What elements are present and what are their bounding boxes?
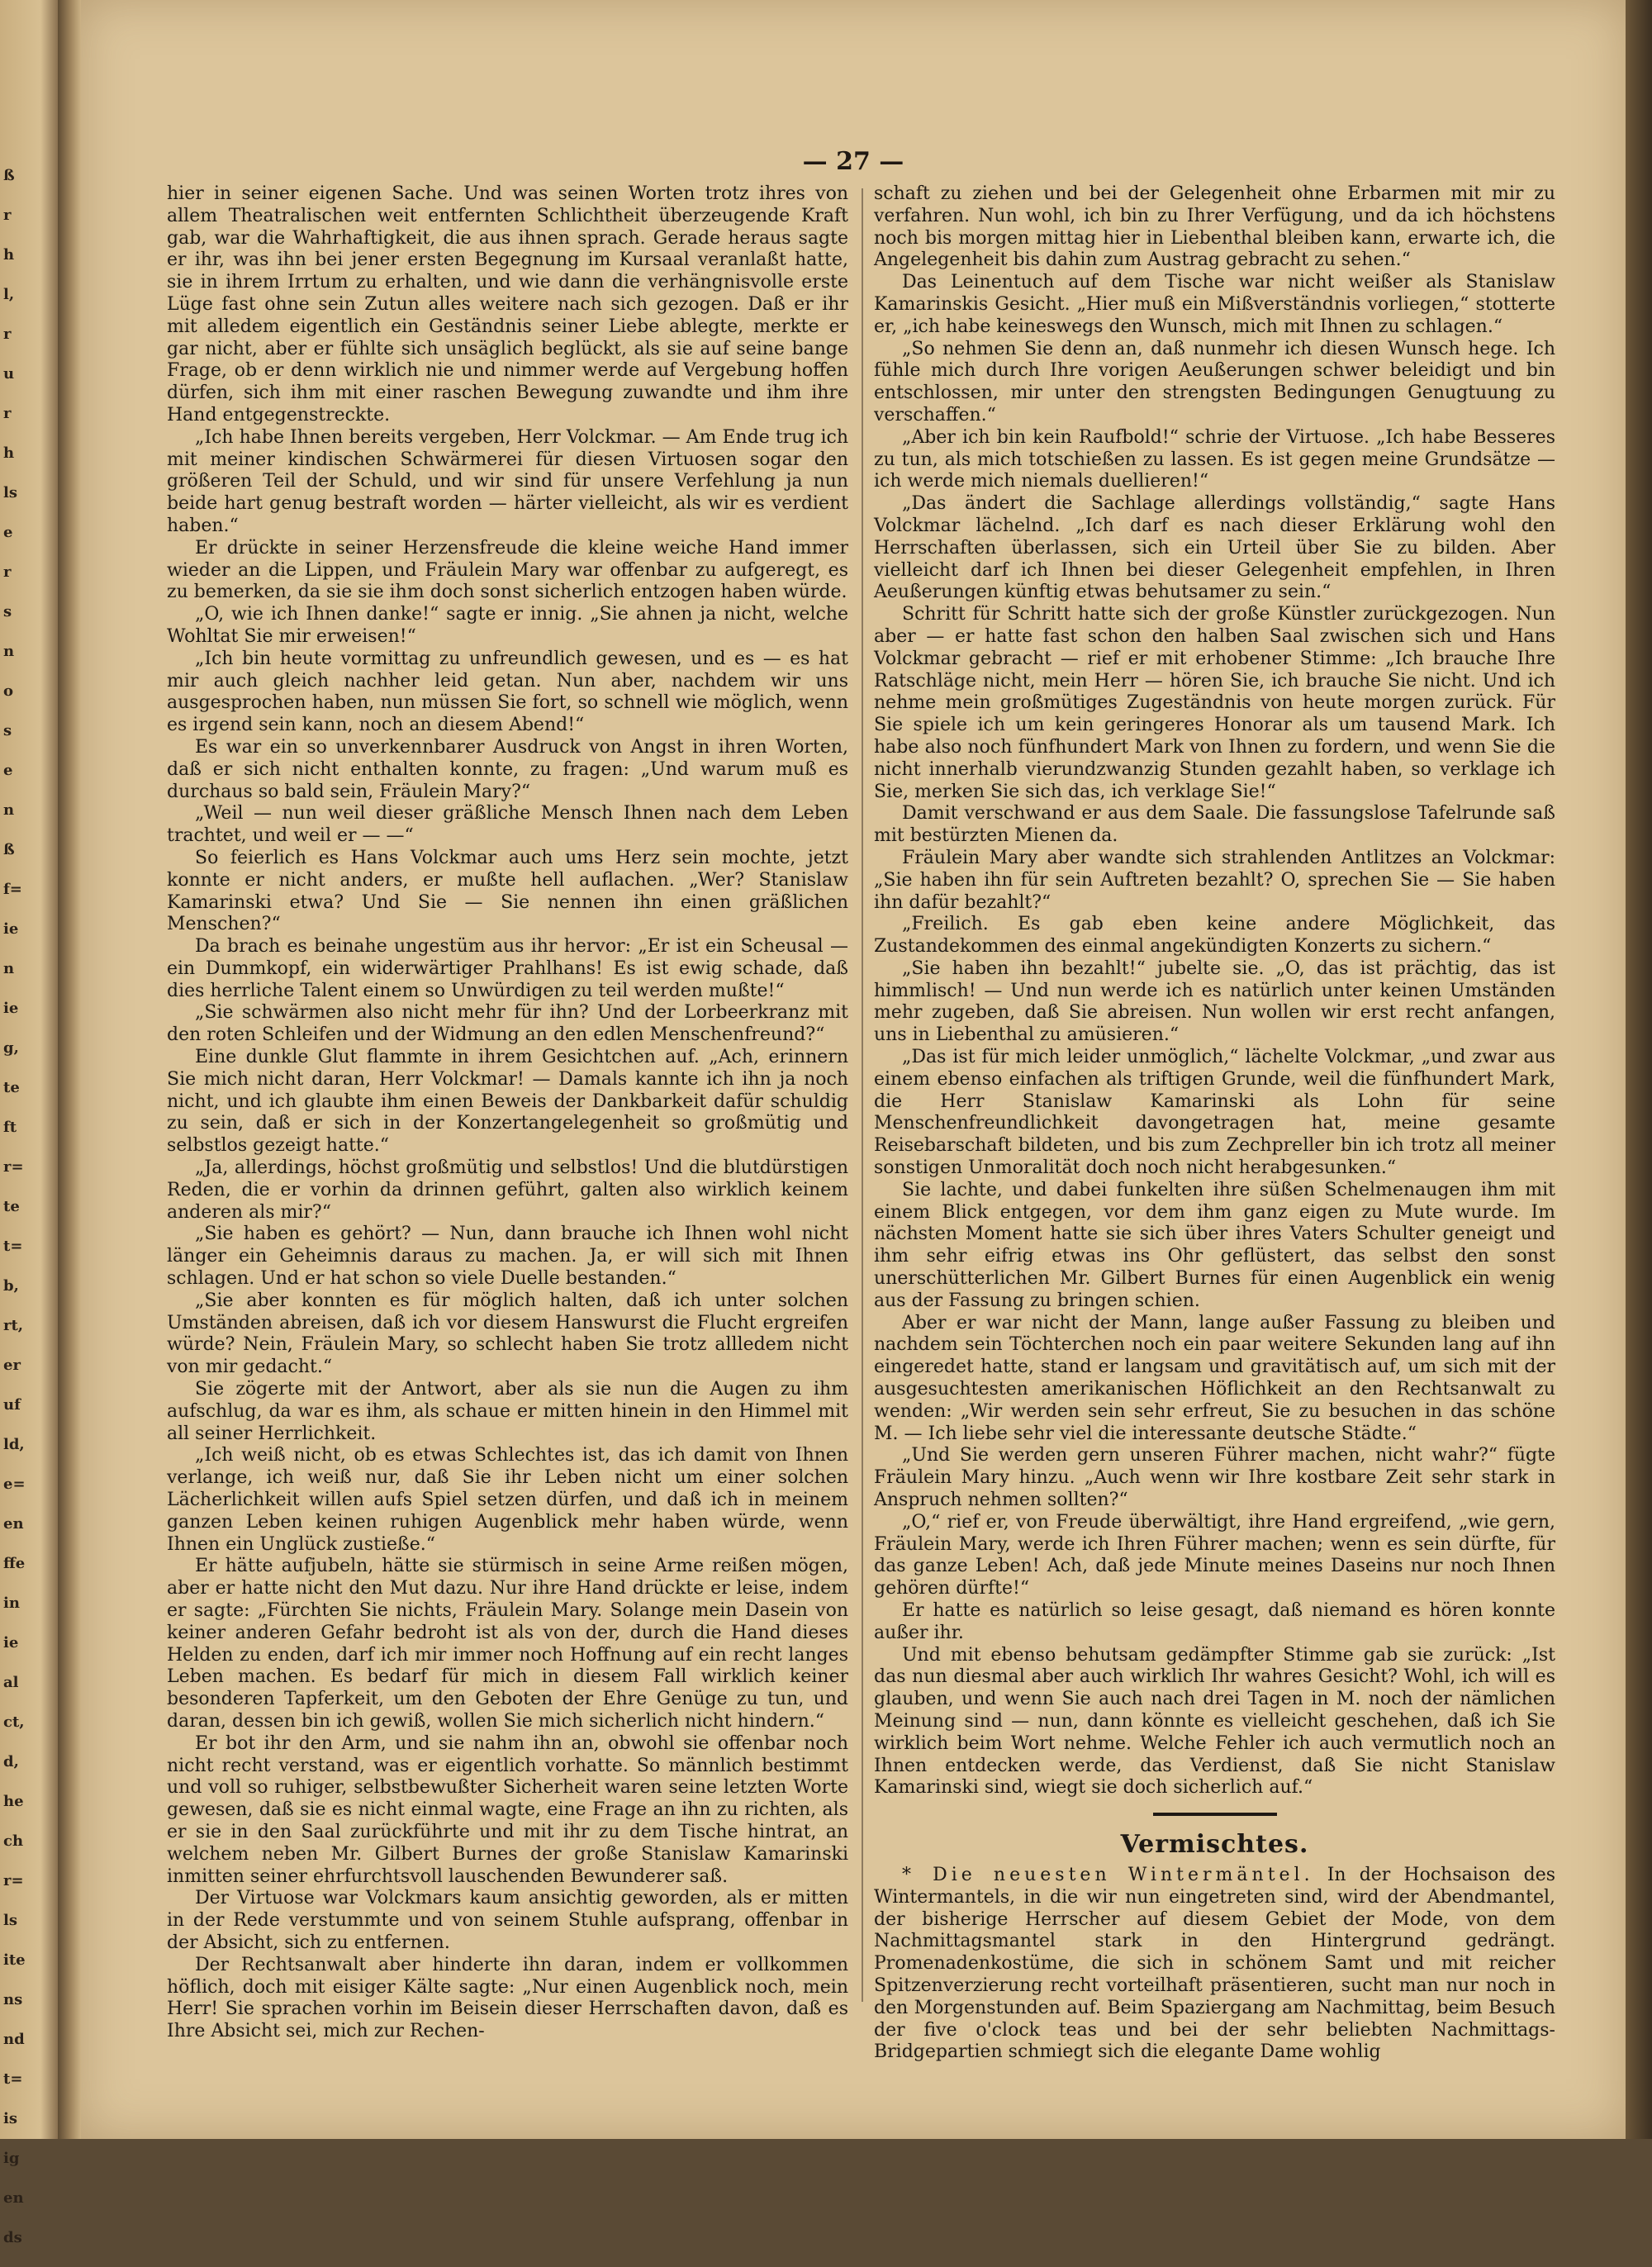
- left-page-fragment: ls: [3, 1912, 17, 1929]
- paragraph: Er hatte es natürlich so leise gesagt, daß niemand es hören konnte außer ihr.: [874, 1600, 1555, 1643]
- left-page-fragment: ie: [3, 920, 19, 938]
- left-page-fragment: g,: [3, 1039, 19, 1057]
- left-page-fragment: l,: [3, 286, 15, 303]
- paragraph: Der Virtuose war Volckmars kaum ansichtig geworden, als er mitten in der Rede verstummte und von seinem Stuhle aufsprang, offenbar in der Absicht, sich zu entfernen.: [167, 1888, 848, 1953]
- left-page-fragment: ch: [3, 1832, 24, 1850]
- left-page-fragment: r=: [3, 1872, 24, 1889]
- left-page-fragment: e: [3, 524, 13, 541]
- column-divider: [862, 188, 863, 2002]
- left-page-fragment: uf: [3, 1396, 21, 1414]
- left-page-fragment: ds: [3, 2229, 22, 2246]
- left-page-fragment: en: [3, 2189, 24, 2207]
- left-page-fragment: nd: [3, 2031, 25, 2048]
- paragraph: Eine dunkle Glut flammte in ihrem Gesichtchen auf. „Ach, erinnern Sie mich nicht daran, Herr Volckmar! — Damals kannte ich ihn ja noch nicht, und ich glaubte ihm einen Beweis der Dankbarkeit dafür schuldig zu sein, daß er sich in der Konzertangelegenheit so großmütig und selbstlos gezeigt hatte.“: [167, 1047, 848, 1157]
- left-page-fragment: is: [3, 2110, 17, 2127]
- paragraph: „Ja, allerdings, höchst großmütig und selbstlos! Und die blutdürstigen Reden, die er vorhin da drinnen geführt, galten also wirklich keinem anderen als mir?“: [167, 1157, 848, 1223]
- right-column-paragraphs: [874, 183, 1555, 1799]
- paragraph: Er bot ihr den Arm, und sie nahm ihn an, obwohl sie offenbar noch nicht recht verstand, was er eigentlich vorhatte. So männlich bestimmt und voll so ruhiger, selbstbewußter Sicherheit waren seine letzten Worte gewesen, daß sie es nicht einmal wagte, eine Frage an ihn zu richten, als er sie in den Saal zurückführte und mit ihr zu dem Tische hintrat, an welchem neben Mr. Gilbert Burnes der große Stanislaw Kamarinski inmitten seiner ehrfurchtsvoll lauschenden Bewunderer saß.: [167, 1732, 848, 1887]
- left-page-fragment: e=: [3, 1476, 26, 1493]
- left-page-fragment: te: [3, 1198, 20, 1215]
- left-page-fragment: e: [3, 762, 13, 779]
- paragraph: Fräulein Mary aber wandte sich strahlenden Antlitzes an Volckmar: „Sie haben ihn für sein Auftreten bezahlt? O, sprechen Sie — Sie haben ihn dafür bezahlt?“: [874, 847, 1555, 913]
- left-page-fragment: f=: [3, 881, 22, 898]
- left-page-text-fragments: [3, 165, 53, 2267]
- paragraph: Aber er war nicht der Mann, lange außer Fassung zu bleiben und nachdem sein Töchterchen noch ein paar weitere Sekunden lang auf ihn eingeredet hatte, stand er langsam und gravitätisch auf, um sich mit der ausgesuchtesten amerikanischen Höflichkeit an den Rechtsanwalt zu wenden: „Wir werden sein sehr erfreut, Sie zu besuchen in das schöne M. — Ich liebe sehr viel die interessante deutsche Städte.“: [874, 1312, 1555, 1444]
- left-page-fragment: ite: [3, 1951, 26, 1969]
- left-page-fragment: r: [3, 207, 12, 224]
- left-page-edge: [0, 0, 58, 2246]
- paragraph: „Sie haben es gehört? — Nun, dann brauche ich Ihnen wohl nicht länger ein Geheimnis daraus zu machen. Ja, er will sich mit Ihnen schlagen. Und er hat schon so viele Duelle bestanden.“: [167, 1224, 848, 1290]
- section-body: In der Hochsaison des Wintermantels, in die wir nun eingetreten sind, wird der Abendmantel, der bisherige Herrscher auf diesem Gebiet der Mode, von dem Nachmittagsmantel stark in den Hintergrund gedrängt. Promenadenkostüme, die sich in schönem Samt und mit reicher Spitzenverzierung recht vorteilhaft präsentieren, sucht man nur noch in den Morgenstunden auf. Beim Spaziergang am Nachmittag, beim Besuch der five o'clock teas und bei der sehr beliebten Nachmittags-Bridgepartien schmiegt sich die elegante Dame wohlig: [874, 1864, 1556, 2063]
- left-page-fragment: ns: [3, 1991, 23, 2008]
- paragraph: „Das ändert die Sachlage allerdings vollständig,“ sagte Hans Volckmar lächelnd. „Ich darf es nach dieser Erklärung wohl den Herrschaften überlassen, sich ein Urteil über Sie zu bilden. Aber vielleicht darf ich Ihnen bei dieser Gelegenheit empfehlen, in Ihren Aeußerungen künftig etwas behutsamer zu sein.“: [874, 493, 1555, 603]
- left-page-fragment: ß: [3, 841, 15, 858]
- paragraph: Sie zögerte mit der Antwort, aber als sie nun die Augen zu ihm aufschlug, da war es ihm, als schaue er mitten hinein in den Himmel mit all seiner Herrlichkeit.: [167, 1379, 848, 1444]
- left-page-fragment: ig: [3, 2150, 20, 2167]
- paragraph: „Freilich. Es gab eben keine andere Möglichkeit, das Zustandekommen des einmal angekündigten Konzerts zu sichern.“: [874, 914, 1555, 958]
- left-page-fragment: r: [3, 326, 12, 343]
- left-page-fragment: n: [3, 801, 15, 819]
- left-text-column: [167, 183, 848, 2042]
- left-page-fragment: ie: [3, 1000, 19, 1017]
- left-page-fragment: he: [3, 1793, 24, 1810]
- paragraph: Sie lachte, und dabei funkelten ihre süßen Schelmenaugen ihm mit einem Blick entgegen, vor dem ihm ganz eigen zu Mute wurde. Im nächsten Moment hatte sie sich über ihres Vaters Schulter geneigt und ihm sehr eifrig etwas ins Ohr geflüstert, das selbst den sonst unerschütterlichen Mr. Gilbert Burnes für einen Augenblick ein wenig aus der Fassung zu bringen schien.: [874, 1179, 1555, 1311]
- paragraph: Damit verschwand er aus dem Saale. Die fassungslose Tafelrunde saß mit bestürzten Mienen da.: [874, 803, 1555, 847]
- paragraph: Und mit ebenso behutsam gedämpfter Stimme gab sie zurück: „Ist das nun diesmal aber auch wirklich Ihr wahres Gesicht? Wohl, ich will es glauben, und wenn Sie auch nach drei Tagen in M. noch der nämlichen Meinung sind — nun, dann könnte es vielleicht geschehen, daß ich Sie wirklich beim Wort nehme. Welche Fehler ich auch vermutlich noch an Ihnen entdecken werde, das Verdienst, daß Sie nicht Stanislaw Kamarinski sind, wiegt sie doch sicherlich auf.“: [874, 1644, 1555, 1799]
- left-page-fragment: en: [3, 1515, 24, 1533]
- paragraph: „Und Sie werden gern unseren Führer machen, nicht wahr?“ fügte Fräulein Mary hinzu. „Auch wenn wir Ihre kostbare Zeit sehr stark in Anspruch nehmen sollten?“: [874, 1445, 1555, 1511]
- paragraph: hier in seiner eigenen Sache. Und was seinen Worten trotz ihres von allem Theatralischen weit entfernten Schlichtheit überzeugende Kraft gab, war die Wahrhaftigkeit, die aus ihnen sprach. Gerade heraus sagte er ihr, was ihn bei jener ersten Begegnung im Kursaal veranlaßt hatte, sie in ihrem Irrtum zu erhalten, und wie dann die verhängnisvolle erste Lüge fast ohne sein Zutun alles weitere nach sich gezogen. Daß er ihr mit alledem eigentlich ein Geständnis seiner Liebe ablegte, merkte er gar nicht, aber er fühlte sich unsäglich beglückt, als sie auf seine bange Frage, ob er denn wirklich nie und nimmer werde auf Vergebung hoffen dürfen, sich ihm mit einer raschen Bewegung zuwandte und ihm ihre Hand entgegenstreckte.: [167, 183, 848, 425]
- left-page-fragment: ls: [3, 484, 17, 501]
- paragraph: „Weil — nun weil dieser gräßliche Mensch Ihnen nach dem Leben trachtet, und weil er — —“: [167, 803, 848, 847]
- paragraph: „Sie aber konnten es für möglich halten, daß ich unter solchen Umständen abreisen, daß ich vor diesem Hanswurst die Flucht ergreifen würde? Nein, Fräulein Mary, so schlecht haben Sie trotz allledem nicht von mir gedacht.“: [167, 1290, 848, 1378]
- left-page-fragment: te: [3, 1079, 20, 1096]
- paragraph: „Sie schwärmen also nicht mehr für ihn? Und der Lorbeerkranz mit den roten Schleifen und der Widmung an den edlen Menschenfreund?“: [167, 1002, 848, 1046]
- left-page-fragment: h: [3, 444, 15, 462]
- paragraph: „Aber ich bin kein Raufbold!“ schrie der Virtuose. „Ich habe Besseres zu tun, als mich totschießen zu lassen. Es ist gegen meine Grundsätze — ich werde mich niemals duellieren!“: [874, 426, 1555, 492]
- paragraph: „O, wie ich Ihnen danke!“ sagte er innig. „Sie ahnen ja nicht, welche Wohltat Sie mir erweisen!“: [167, 604, 848, 647]
- left-page-fragment: rt,: [3, 1317, 24, 1334]
- paragraph: „Ich bin heute vormittag zu unfreundlich gewesen, und es — es hat mir auch gleich nachher leid getan. Nun aber, nachdem wir uns ausgesprochen haben, nun müssen Sie fort, so schnell wie möglich, wenn es irgend sein kann, noch an diesem Abend!“: [167, 648, 848, 736]
- section-separator-rule: [1153, 1813, 1277, 1816]
- paragraph: schaft zu ziehen und bei der Gelegenheit ohne Erbarmen mit mir zu verfahren. Nun wohl, ich bin zu Ihrer Verfügung, und da ich höchstens noch bis morgen mittag hier in Liebenthal bleiben kann, erwarte ich, die Angelegenheit bis dahin zum Austrag gebracht zu sehen.“: [874, 183, 1555, 271]
- paragraph: Schritt für Schritt hatte sich der große Künstler zurückgezogen. Nun aber — er hatte fast schon den halben Saal zwischen sich und Hans Volckmar gebracht — rief er mit erhobener Stimme: „Ich brauche Ihre Ratschläge nicht, mein Herr — hören Sie, ich brauche Sie nicht. Und ich nehme mein großmütiges Zugeständnis von heute morgen zurück. Für Sie spiele ich um kein geringeres Honorar als um tausend Mark. Ich habe also noch fünfhundert Mark von Ihnen zu fordern, und wenn Sie die nicht innerhalb vierundzwanzig Stunden gezahlt haben, so verklage ich Sie, merken Sie sich das, ich verklage Sie!“: [874, 604, 1555, 802]
- paragraph: „Ich habe Ihnen bereits vergeben, Herr Volckmar. — Am Ende trug ich mit meiner kindischen Schwärmerei für diesen Virtuosen sogar den größeren Teil der Schuld, und wir sind für unsere Verfehlung ja nun beide hart genug bestraft worden — härter vielleicht, als wir es verdient haben.“: [167, 426, 848, 536]
- paragraph: Er drückte in seiner Herzensfreude die kleine weiche Hand immer wieder an die Lippen, und Fräulein Mary war offenbar zu aufgeregt, es zu bemerken, da sie sie ihm doch sonst sicherlich entzogen haben würde.: [167, 537, 848, 603]
- left-page-fragment: h: [3, 246, 15, 264]
- left-page-fragment: er: [3, 1357, 21, 1374]
- paragraph: So feierlich es Hans Volckmar auch ums Herz sein mochte, jetzt konnte er nicht anders, er mußte hell auflachen. „Wer? Stanislaw Kamarinski etwa? Und Sie — Sie nennen ihn einen gräßlichen Menschen?“: [167, 847, 848, 935]
- paragraph: „So nehmen Sie denn an, daß nunmehr ich diesen Wunsch hege. Ich fühle mich durch Ihre vorigen Aeußerungen schwer beleidigt und bin entschlossen, mir unter den strengsten Bedingungen Genugtuung zu verschaffen.“: [874, 338, 1555, 425]
- book-gutter: [58, 0, 81, 2139]
- paragraph: „O,“ rief er, von Freude überwältigt, ihre Hand ergreifend, „wie gern, Fräulein Mary, werde ich Ihren Führer machen; wenn es sein dürfte, für das ganze Leben! Ach, daß jede Minute meines Daseins nur noch Ihnen gehören dürfte!“: [874, 1511, 1555, 1599]
- paragraph: „Sie haben ihn bezahlt!“ jubelte sie. „O, das ist prächtig, das ist himmlisch! — Und nun werde ich es natürlich unter keinen Umständen mehr zugeben, daß Sie abreisen. Nun wollen wir erst recht anfangen, uns in Liebenthal zu amüsieren.“: [874, 958, 1555, 1046]
- left-page-fragment: n: [3, 960, 15, 977]
- left-page-fragment: r=: [3, 1158, 24, 1176]
- paragraph: Da brach es beinahe ungestüm aus ihr hervor: „Er ist ein Scheusal — ein Dummkopf, ein widerwärtiger Prahlhans! Es ist ewig schade, daß dies herrliche Talent einem so Unwürdigen zu teil werden mußte!“: [167, 936, 848, 1001]
- left-page-fragment: d,: [3, 1753, 19, 1770]
- right-page-edge: [1626, 0, 1652, 2139]
- left-page-fragment: t=: [3, 1238, 23, 1255]
- section-lead: * Die neuesten Wintermäntel.: [902, 1864, 1314, 1885]
- paragraph: „Das ist für mich leider unmöglich,“ lächelte Volckmar, „und zwar aus einem ebenso einfachen als triftigen Grunde, weil die fünfhundert Mark, die Herr Stanislaw Kamarinski als Lohn für seine Menschenfreundlichkeit davongetragen hat, meine gesamte Reisebarschaft bildeten, und bis zum Zechpreller bin ich trotz all meiner sonstigen Unmoralität doch noch nicht herabgesunken.“: [874, 1047, 1555, 1179]
- section-paragraph: [874, 1865, 1555, 2064]
- left-page-fragment: u: [3, 365, 15, 383]
- right-text-column: [874, 183, 1556, 2063]
- page-number: — 27 —: [802, 147, 904, 176]
- left-page-fragment: r: [3, 563, 12, 581]
- paragraph: Es war ein so unverkennbarer Ausdruck von Angst in ihren Worten, daß er sich nicht enthalten konnte, zu fragen: „Und warum muß es durchaus so bald sein, Fräulein Mary?“: [167, 736, 848, 802]
- paragraph: „Ich weiß nicht, ob es etwas Schlechtes ist, das ich damit von Ihnen verlange, ich weiß nur, daß Sie ihr Leben nicht um einer solchen Lächerlichkeit willen aufs Spiel setzen dürfen, und daß ich in meinem ganzen Leben keinen ruhigen Augenblick mehr haben würde, wenn Ihnen ein Unglück zustieße.“: [167, 1445, 848, 1555]
- left-page-fragment: ct,: [3, 1713, 25, 1731]
- left-page-fragment: ß: [3, 167, 15, 184]
- left-page-fragment: b,: [3, 1277, 19, 1295]
- left-page-fragment: o: [3, 682, 14, 700]
- left-page-fragment: ld,: [3, 1436, 25, 1453]
- left-page-fragment: s: [3, 603, 12, 620]
- newspaper-page: [81, 0, 1626, 2139]
- paragraph: Das Leinentuch auf dem Tische war nicht weißer als Stanislaw Kamarinskis Gesicht. „Hier muß ein Mißverständnis vorliegen,“ stotterte er, „ich habe keineswegs den Wunsch, mich mit Ihnen zu schlagen.“: [874, 272, 1555, 337]
- left-page-fragment: in: [3, 1595, 20, 1612]
- left-page-fragment: t=: [3, 2070, 23, 2088]
- left-page-fragment: ffe: [3, 1555, 26, 1572]
- left-page-fragment: n: [3, 643, 15, 660]
- left-page-fragment: al: [3, 1674, 19, 1691]
- paragraph: Der Rechtsanwalt aber hinderte ihn daran, indem er vollkommen höflich, doch mit eisiger Kälte sagte: „Nur einen Augenblick noch, mein Herr! Sie sprachen vorhin im Beisein dieser Herrschaften davon, daß es Ihre Absicht sei, mich zur Rechen-: [167, 1954, 848, 2042]
- section-heading: Vermischtes.: [1120, 1830, 1309, 1860]
- paragraph: Er hätte aufjubeln, hätte sie stürmisch in seine Arme reißen mögen, aber er hatte nicht den Mut dazu. Nur ihre Hand drückte er leise, indem er sagte: „Fürchten Sie nichts, Fräulein Mary. Solange mein Dasein von keiner anderen Gefahr bedroht ist als von der, durch die Hand dieses Helden zu enden, darf ich mir immer noch Hoffnung auf ein recht langes Leben machen. Es bedarf für mich in diesem Fall wirklich keiner besonderen Tapferkeit, um den Geboten der Ehre Genüge zu tun, und daran, dessen bin ich gewiß, wollen Sie mich sicherlich nicht hindern.“: [167, 1556, 848, 1732]
- left-page-fragment: ie: [3, 1634, 19, 1652]
- left-page-fragment: ft: [3, 1119, 17, 1136]
- left-page-fragment: r: [3, 405, 12, 422]
- left-page-fragment: s: [3, 722, 12, 739]
